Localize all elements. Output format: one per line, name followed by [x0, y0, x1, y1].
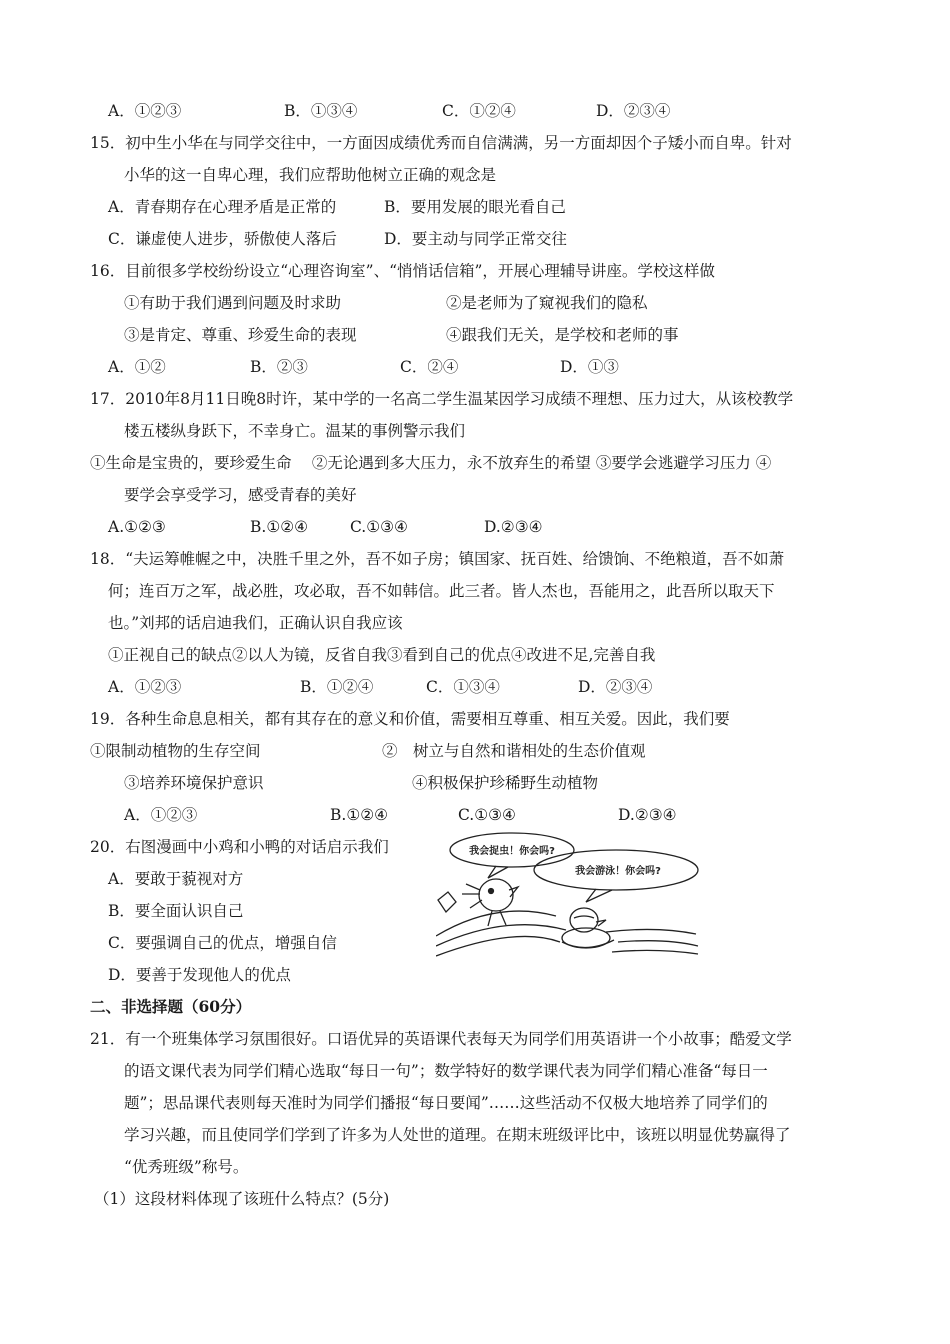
q20-option-c: C．要强调自己的优点，增强自信 — [108, 934, 337, 952]
q19-option-a: A．①②③ — [124, 806, 198, 824]
chick-icon — [438, 879, 518, 926]
q18-stem-line3: 也。”刘邦的话启迪我们，正确认识自我应该 — [108, 614, 403, 632]
q18-option-d: D．②③④ — [578, 678, 653, 696]
q15-option-b: B．要用发展的眼光看自己 — [384, 198, 566, 216]
q16-option-b: B．②③ — [250, 358, 308, 376]
q16-option-d: D．①③ — [560, 358, 619, 376]
q18-items: ①正视自己的缺点②以人为镜，反省自我③看到自己的优点④改进不足,完善自我 — [108, 646, 656, 664]
q18-option-b: B．①②④ — [300, 678, 374, 696]
q21-line5: “优秀班级”称号。 — [124, 1158, 249, 1176]
q21-sub1: （1）这段材料体现了该班什么特点？(5分) — [94, 1190, 390, 1208]
q14-option-d: D．②③④ — [596, 102, 671, 120]
q18-stem-line1: 18．“夫运筹帷幄之中，决胜千里之外，吾不如子房；镇国家、抚百姓、给馈饷、不绝粮道，吾不如萧 — [90, 550, 785, 568]
q16-stem-line1: 16．目前很多学校纷纷设立“心理咨询室”、“悄悄话信箱”，开展心理辅导讲座。学校这样做 — [90, 262, 715, 280]
q18-option-a: A．①②③ — [108, 678, 182, 696]
q16-item-2: ②是老师为了窥视我们的隐私 — [446, 294, 648, 312]
bubble-chick-text: 我会捉虫！你会吗? — [469, 846, 555, 857]
q20-option-d: D．要善于发现他人的优点 — [108, 966, 291, 984]
q19-item-1: ①限制动植物的生存空间 — [90, 742, 261, 760]
q14-option-b: B．①③④ — [284, 102, 358, 120]
q17-stem-line2: 楼五楼纵身跃下，不幸身亡。温某的事例警示我们 — [124, 422, 466, 440]
q16-option-c: C．②④ — [400, 358, 459, 376]
q14-option-a: A．①②③ — [108, 102, 182, 120]
q19-option-c: C.①③④ — [458, 806, 516, 824]
q21-line3: 题”；思品课代表则每天准时为同学们播报“每日要闻”……这些活动不仅极大地培养了同学们的 — [124, 1094, 768, 1112]
q21-line1: 21．有一个班集体学习氛围很好。口语优异的英语课代表每天为同学们用英语讲一个小故事；酷爱文学 — [90, 1030, 792, 1048]
chick-duck-cartoon — [436, 830, 700, 958]
q19-stem-line1: 19．各种生命息息相关，都有其存在的意义和价值，需要相互尊重、相互关爱。因此，我们要 — [90, 710, 730, 728]
q17-stem-line1: 17．2010年8月11日晚8时许，某中学的一名高二学生温某因学习成绩不理想、压力过大，从该校教学 — [90, 390, 794, 408]
q18-option-c: C．①③④ — [426, 678, 500, 696]
q19-item-2: ② 树立与自然和谐相处的生态价值观 — [382, 742, 646, 760]
q17-items-line1: ①生命是宝贵的，要珍爱生命 ②无论遇到多大压力，永不放弃生的希望 ③要学会逃避学习压力 ④ — [90, 454, 772, 472]
duck-icon — [562, 908, 614, 948]
section2-title: 二、非选择题（60分） — [90, 997, 252, 1016]
q16-item-4: ④跟我们无关，是学校和老师的事 — [446, 326, 679, 344]
q14-option-c: C．①②④ — [442, 102, 516, 120]
q15-stem-line2: 小华的这一自卑心理，我们应帮助他树立正确的观念是 — [124, 166, 497, 184]
q19-item-4: ④积极保护珍稀野生动植物 — [412, 774, 599, 792]
q16-option-a: A．①② — [108, 358, 166, 376]
water-waves-icon — [436, 911, 698, 956]
q16-item-1: ①有助于我们遇到问题及时求助 — [124, 294, 342, 312]
q17-option-d: D.②③④ — [484, 518, 543, 536]
q19-option-b: B.①②④ — [330, 806, 389, 824]
q15-option-c: C．谦虚使人进步，骄傲使人落后 — [108, 230, 337, 248]
q17-option-a: A.①②③ — [108, 518, 166, 536]
q20-option-a: A．要敢于藐视对方 — [108, 870, 244, 888]
q15-option-d: D．要主动与同学正常交往 — [384, 230, 567, 248]
q19-option-d: D.②③④ — [618, 806, 677, 824]
q15-option-a: A．青春期存在心理矛盾是正常的 — [108, 198, 337, 216]
q20-stem-line1: 20．右图漫画中小鸡和小鸭的对话启示我们 — [90, 838, 389, 856]
q21-line2: 的语文课代表为同学们精心选取“每日一句”；数学特好的数学课代表为同学们精心准备“每日一 — [124, 1062, 768, 1080]
q20-option-b: B．要全面认识自己 — [108, 902, 244, 920]
bubble-duck-text: 我会游泳！你会吗? — [575, 866, 661, 877]
q21-line4: 学习兴趣，而且使同学们学到了许多为人处世的道理。在期末班级评比中，该班以明显优势赢得了 — [124, 1126, 791, 1144]
q19-item-3: ③培养环境保护意识 — [124, 774, 264, 792]
q17-option-b: B.①②④ — [250, 518, 309, 536]
q15-stem-line1: 15．初中生小华在与同学交往中，一方面因成绩优秀而自信满满，另一方面却因个子矮小而自卑。针对 — [90, 134, 792, 152]
q17-items-line2: 要学会享受学习，感受青春的美好 — [124, 486, 357, 504]
q17-option-c: C.①③④ — [350, 518, 408, 536]
q18-stem-line2: 何；连百万之军，战必胜，攻必取，吾不如韩信。此三者。皆人杰也，吾能用之，此吾所以取天下 — [108, 582, 775, 600]
q16-item-3: ③是肯定、尊重、珍爱生命的表现 — [124, 326, 357, 344]
